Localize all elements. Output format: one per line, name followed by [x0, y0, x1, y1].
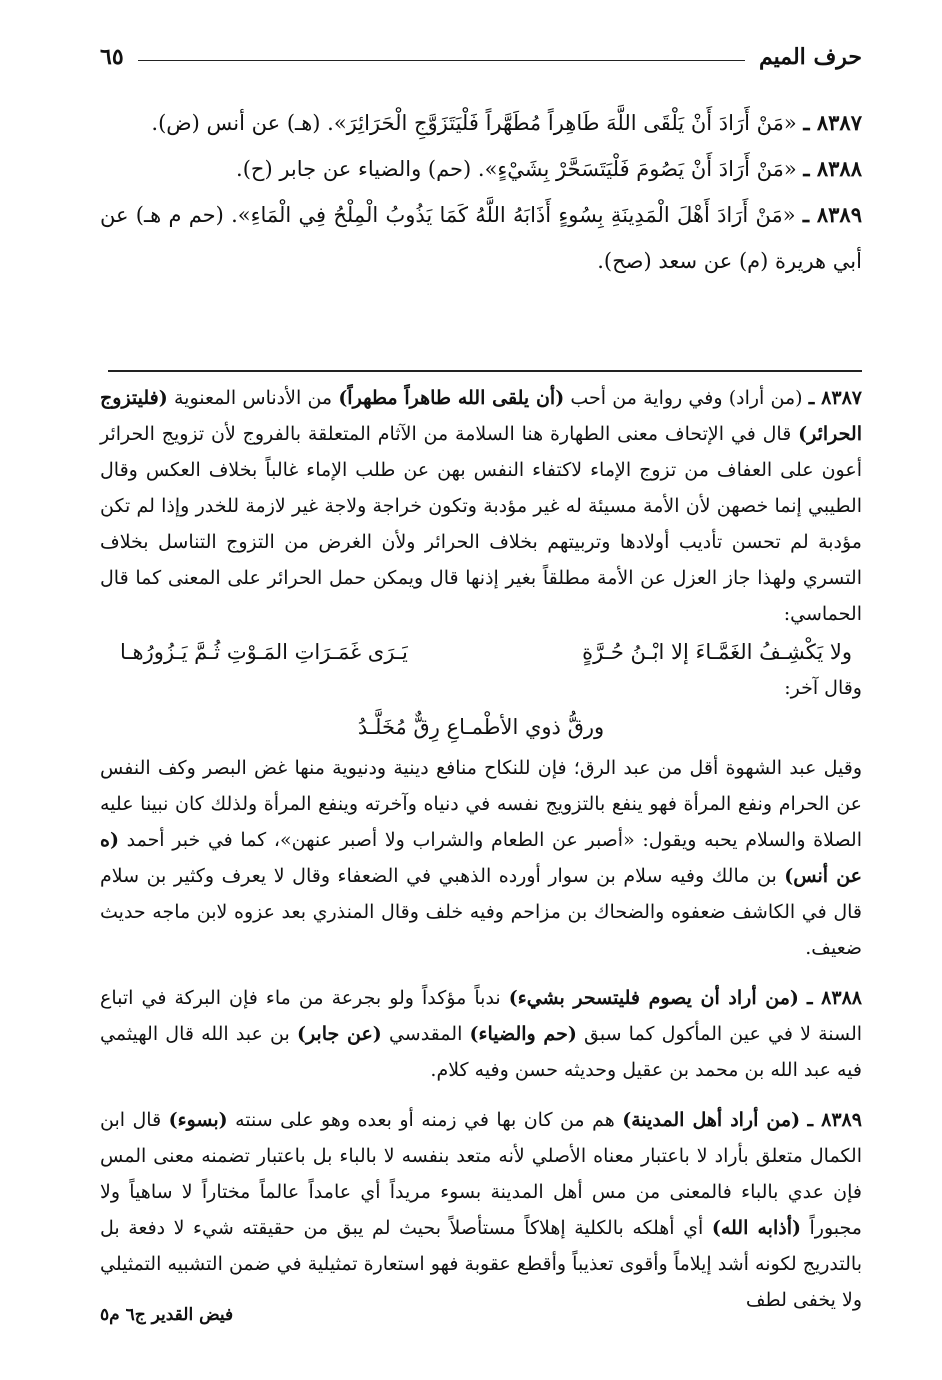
- hadith-texts: [100, 100, 862, 284]
- commentary-text: بن مالك وفيه سلام بن سوار أورده الذهبي في الضعفاء وقال لا يعرف وكثير بن سلام قال في الكاشف ضعفوه والضحاك بن مزاحم وفيه خلف وقال المنذري بعد عزوه لابن ماجه حديث ضعيف.: [100, 865, 862, 959]
- commentary-text: هم من كان بها في زمنه أو بعده وهو على سنته: [235, 1109, 615, 1131]
- page-number: ٦٥: [100, 44, 124, 70]
- commentary-text: وقيل عبد الشهوة أقل من عبد الرق؛ فإن للنكاح منافع دينية ودنيوية منها غض البصر وكف النفس عن الحرام ونفع المرأة فهو ينفع بالتزويج نفسه في دنياه وآخرته وينفع المرأة ولذلك كان نبينا عليه الصلاة والسلام يحبه ويقول: «أصبر عن الطعام والشراب ولا أصبر عنهن»، كما في خبر أحمد: [100, 757, 863, 851]
- quoted-phrase: (فليتزوج الحرائر): [100, 387, 862, 445]
- commentary-8389: [100, 1102, 862, 1318]
- commentary-8388: [100, 980, 862, 1088]
- quoted-phrase: (بسوء): [168, 1109, 228, 1131]
- hadith-text: «مَنْ أَرَادَ أَنْ يَصُومَ فَلْيَتَسَحَّرْ بِشَيْءٍ». (حم) والضياء عن جابر (ح).: [236, 157, 797, 181]
- hadith-8389: [100, 192, 862, 284]
- hadith-8387: [100, 100, 862, 146]
- hadith-text: «مَنْ أَرَادَ أَهْلَ الْمَدِينَةِ بِسُوءٍ أَذَابَهُ اللَّهُ كَمَا يَذُوبُ الْمِلْحُ فِي الْمَاءِ». (حم م هـ) عن أبي هريرة (م) عن سعد (صح).: [100, 203, 862, 273]
- verse-first-half: ولا يَكْشِـفُ الغَمَّـاءَ إلا ابْـنُ حُـرَّةٍ: [582, 640, 852, 664]
- commentary-8387: [100, 380, 862, 632]
- hadith-text: «مَنْ أَرَادَ أَنْ يَلْقَى اللَّهَ طَاهِراً مُطَهَّراً فَلْيَتَزَوَّجِ الْحَرَائِرَ». (هـ) عن أنس (ض).: [151, 111, 797, 135]
- quoted-phrase: (حم والضياء): [469, 1023, 577, 1045]
- commentary-continuation: [100, 750, 862, 966]
- page-header: [100, 42, 862, 72]
- hadith-8388: [100, 146, 862, 192]
- verse-second-half: يَـرَى غَمَـرَاتِ المَـوْتِ ثُـمَّ يَـزُورُهـا: [120, 640, 408, 664]
- quoted-phrase: (أن يلقى الله طاهراً مطهراً): [338, 387, 565, 409]
- commentary-number: ٨٣٨٩ ـ: [807, 1109, 862, 1131]
- commentary-text: أي أهلكه بالكلية إهلاكاً مستأصلاً بحيث لم يبق من حقيقته شيء لا دفعة بل بالتدريج لكونه أشد إيلاماً وأقوى تعذيباً وأقطع عقوبة فهو استعارة تمثيلية في ضمن التشبيه التمثيلي ولا يخفى لطف: [100, 1217, 862, 1311]
- poem-intro: وقال آخر:: [784, 677, 862, 699]
- commentary-text: من الأدناس المعنوية: [173, 387, 333, 409]
- page-footer: فيض القدير ج٦ م٥: [100, 1305, 234, 1325]
- commentary-text: ندباً مؤكداً ولو بجرعة من ماء فإن البركة في اتباع السنة لا في عين المأكول كما سبق: [100, 987, 863, 1045]
- commentary-text: بن عبد الله قال الهيثمي فيه عبد الله بن محمد بن عقيل وحديثه حسن وفيه كلام.: [100, 1023, 862, 1081]
- commentary-text: المقدسي: [388, 1023, 463, 1045]
- header-rule: [138, 60, 745, 61]
- poem-line: ورقُّ ذوي الأطْمـاعِ رِقٌّ مُخَلَّـدُ: [357, 715, 605, 739]
- commentary: [100, 380, 862, 1318]
- quoted-phrase: (من أراد أن يصوم فليتسحر بشيء): [508, 987, 799, 1009]
- quoted-phrase: (ه عن أنس): [100, 829, 862, 887]
- commentary-text: قال في الإتحاف معنى الطهارة هنا السلامة من الآثام المتعلقة بالفروج لأن تزويج الحرائر أعون على العفاف من تزوج الإماء لاكتفاء النفس بهن عن طلب الإماء غالباً بخلاف العكس وقال الطيبي إنما خصهن لأن الأمة مسيئة له غير مؤدبة وتكون خراجة ولاجة غير لازمة للخدر وإذا لم تكن مؤدبة لم تحسن تأديب أولادها وتربيتهم بخلاف الحرائر ولأن الغرض من التزوج التناسل بخلاف التسري ولهذا جاز العزل عن الأمة مطلقاً بغير إذنها قال ويمكن حمل الحرائر على المعنى كما قال الحماسي:: [100, 423, 862, 625]
- section-divider: [108, 370, 862, 372]
- commentary-number: ٨٣٨٧ ـ: [808, 387, 862, 409]
- quoted-phrase: (أذابه الله): [711, 1217, 801, 1239]
- hadith-number: ٨٣٨٧ ـ: [803, 110, 862, 135]
- commentary-number: ٨٣٨٨ ـ: [806, 987, 862, 1009]
- hadith-number: ٨٣٨٨ ـ: [803, 156, 862, 181]
- poem-verse: [100, 632, 862, 672]
- quoted-phrase: (من أراد أهل المدينة): [622, 1109, 801, 1131]
- commentary-text: (من أراد) وفي رواية من أحب: [570, 387, 803, 409]
- hadith-number: ٨٣٨٩ ـ: [802, 202, 862, 227]
- chapter-title: حرف الميم: [758, 44, 862, 70]
- quoted-phrase: (عن جابر): [296, 1023, 382, 1045]
- commentary-text: قال ابن الكمال متعلق بأراد لا باعتبار معناه الأصلي لأنه متعد بنفسه لا بالباء بل باعتبار تضمنه معنى المس فإن عدي بالباء فالمعنى من مس أهل المدينة بسوء مريداً أي عامداً عالماً مختاراً لا ساهياً ولا مجبوراً: [100, 1109, 862, 1239]
